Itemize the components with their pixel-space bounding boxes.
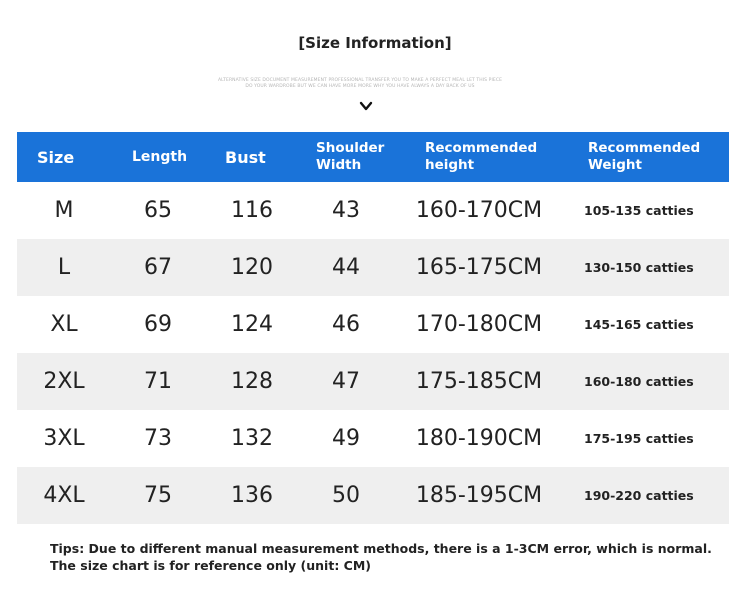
size-table	[17, 132, 729, 524]
header-recommended-height	[425, 140, 565, 174]
header-shoulder-line2: Width	[316, 157, 362, 173]
cell-shoulder: 43	[332, 198, 360, 223]
cell-bust: 136	[231, 483, 273, 508]
header-bust: Bust	[225, 147, 266, 167]
cell-bust: 128	[231, 369, 273, 394]
cell-height: 180-190CM	[415, 426, 543, 451]
cell-height: 175-185CM	[415, 369, 543, 394]
cell-weight: 175-195 catties	[584, 431, 694, 446]
cell-size: 2XL	[43, 369, 85, 394]
chevron-down-icon	[359, 99, 373, 113]
cell-weight: 130-150 catties	[584, 260, 694, 275]
table-row	[17, 239, 729, 296]
cell-shoulder: 44	[332, 255, 360, 280]
table-header	[17, 132, 729, 182]
header-size: Size	[37, 147, 75, 167]
cell-height: 160-170CM	[415, 198, 543, 223]
table-row	[17, 182, 729, 239]
cell-shoulder: 49	[332, 426, 360, 451]
header-shoulder-width	[316, 140, 396, 174]
cell-shoulder: 46	[332, 312, 360, 337]
cell-height: 185-195CM	[415, 483, 543, 508]
fineprint-text	[215, 78, 505, 90]
header-weight-line2: Weight	[588, 157, 642, 173]
fineprint-line: DO YOUR WARDROBE BUT WE CAN HAVE MORE MORE WHY YOU HAVE ALWAYS A DAY BACK OF US	[245, 84, 475, 89]
header-height-line1: Recommended	[425, 140, 538, 156]
table-row	[17, 296, 729, 353]
cell-bust: 116	[231, 198, 273, 223]
tips-line: The size chart is for reference only (unit: CM)	[50, 558, 371, 573]
cell-length: 69	[144, 312, 172, 337]
cell-weight: 145-165 catties	[584, 317, 694, 332]
header-recommended-weight	[588, 140, 728, 174]
page-title: [Size Information]	[298, 34, 452, 52]
header-weight-line1: Recommended	[588, 140, 701, 156]
header-length: Length	[132, 148, 188, 165]
cell-bust: 120	[231, 255, 273, 280]
cell-bust: 124	[231, 312, 273, 337]
cell-size: XL	[50, 312, 78, 337]
cell-weight: 160-180 catties	[584, 374, 694, 389]
cell-size: M	[54, 198, 74, 223]
table-row	[17, 410, 729, 467]
cell-height: 170-180CM	[415, 312, 543, 337]
cell-size: 4XL	[43, 483, 85, 508]
header-shoulder-line1: Shoulder	[316, 140, 385, 156]
cell-length: 71	[144, 369, 172, 394]
header-height-line2: height	[425, 157, 475, 173]
cell-weight: 190-220 catties	[584, 488, 694, 503]
table-row	[17, 353, 729, 410]
fineprint-line: ALTERNATIVE SIZE DOCUMENT MEASUREMENT PROFESSIONAL TRANSFER YOU TO MAKE A PERFECT MEAL LET THIS PIECE	[217, 78, 503, 83]
tips-note	[50, 540, 730, 574]
cell-size: 3XL	[43, 426, 85, 451]
tips-line: Tips: Due to different manual measurement methods, there is a 1-3CM error, which is normal.	[50, 541, 712, 556]
cell-height: 165-175CM	[415, 255, 543, 280]
table-row	[17, 467, 729, 524]
cell-length: 75	[144, 483, 172, 508]
cell-shoulder: 47	[332, 369, 360, 394]
cell-length: 67	[144, 255, 172, 280]
cell-length: 65	[144, 198, 172, 223]
cell-weight: 105-135 catties	[584, 203, 694, 218]
cell-shoulder: 50	[332, 483, 360, 508]
cell-length: 73	[144, 426, 172, 451]
cell-size: L	[57, 255, 71, 280]
cell-bust: 132	[231, 426, 273, 451]
